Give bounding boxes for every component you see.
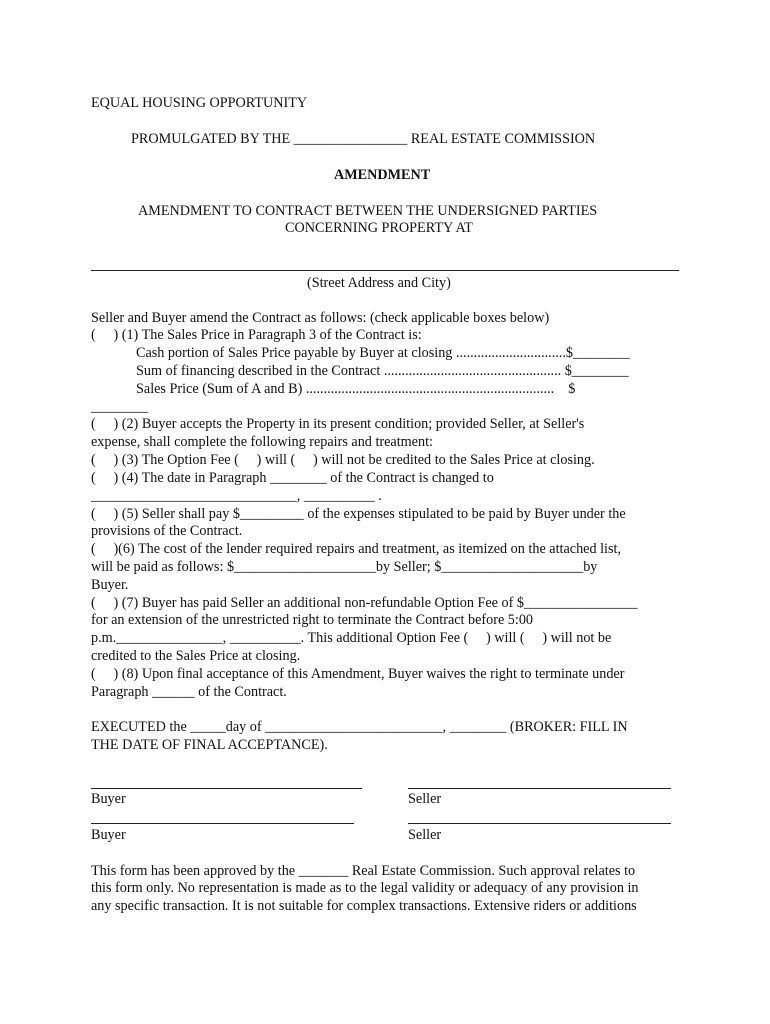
footer-line-1: This form has been approved by the _______ Real Estate Commission. Such approval relates to: [91, 863, 636, 879]
item-7-line-3: p.m._______________, __________. This additional Option Fee ( ) will ( ) will not be: [91, 630, 612, 646]
address-line[interactable]: [91, 270, 679, 271]
document-subtitle-line-1: AMENDMENT TO CONTRACT BETWEEN THE UNDERSIGNED PARTIES: [138, 203, 598, 219]
intro-text: Seller and Buyer amend the Contract as follows: (check applicable boxes below): [91, 310, 550, 326]
item-1-cash-portion: Cash portion of Sales Price payable by Buyer at closing ...............................$________: [136, 345, 630, 361]
item-5-line-1: ( ) (5) Seller shall pay $_________ of the expenses stipulated to be paid by Buyer under the: [91, 506, 626, 522]
seller-2-label: Seller: [408, 827, 442, 843]
footer-line-2: this form only. No representation is made as to the legal validity or adequacy of any provision in: [91, 880, 639, 896]
item-6-line-3: Buyer.: [91, 577, 129, 593]
item-5-line-2: provisions of the Contract.: [91, 523, 243, 539]
executed-line-1: EXECUTED the _____day of _________________________, ________ (BROKER: FILL IN: [91, 719, 628, 735]
footer-line-3: any specific transaction. It is not suitable for complex transactions. Extensive riders or additions: [91, 898, 637, 914]
buyer-2-label: Buyer: [91, 827, 126, 843]
buyer-1-label: Buyer: [91, 791, 126, 807]
item-3-option-fee: ( ) (3) The Option Fee ( ) will ( ) will not be credited to the Sales Price at closing.: [91, 452, 595, 468]
item-2-line-1: ( ) (2) Buyer accepts the Property in its present condition; provided Seller, at Seller's: [91, 416, 585, 432]
item-1-total-blank: ________: [91, 399, 148, 415]
promulgated-line: PROMULGATED BY THE ________________ REAL ESTATE COMMISSION: [131, 131, 596, 147]
seller-2-signature-line[interactable]: [408, 823, 671, 824]
document-subtitle-line-2: CONCERNING PROPERTY AT: [285, 220, 473, 236]
equal-housing-heading: EQUAL HOUSING OPPORTUNITY: [91, 95, 308, 111]
item-7-line-4: credited to the Sales Price at closing.: [91, 648, 301, 664]
item-6-line-1: ( )(6) The cost of the lender required repairs and treatment, as itemized on the attached list,: [91, 541, 621, 557]
item-1-sales-price: ( ) (1) The Sales Price in Paragraph 3 of the Contract is:: [91, 327, 422, 343]
item-4-line-2: _____________________________, __________ .: [91, 488, 382, 504]
seller-1-label: Seller: [408, 791, 442, 807]
item-6-line-2: will be paid as follows: $____________________by Seller; $____________________by: [91, 559, 598, 575]
item-2-line-2: expense, shall complete the following repairs and treatment:: [91, 434, 433, 450]
address-caption: (Street Address and City): [307, 275, 451, 291]
item-4-line-1: ( ) (4) The date in Paragraph ________ of the Contract is changed to: [91, 470, 494, 486]
buyer-1-signature-line[interactable]: [91, 788, 362, 789]
item-8-line-1: ( ) (8) Upon final acceptance of this Amendment, Buyer waives the right to terminate under: [91, 666, 625, 682]
item-1-sales-price-total: Sales Price (Sum of A and B) ...................................................................... $: [136, 381, 576, 397]
item-7-line-1: ( ) (7) Buyer has paid Seller an additional non-refundable Option Fee of $________________: [91, 595, 638, 611]
executed-line-2: THE DATE OF FINAL ACCEPTANCE).: [91, 737, 328, 753]
item-1-financing: Sum of financing described in the Contract .................................................. $________: [136, 363, 629, 379]
document-title: AMENDMENT: [334, 167, 431, 183]
item-7-line-2: for an extension of the unrestricted right to terminate the Contract before 5:00: [91, 612, 534, 628]
buyer-2-signature-line[interactable]: [91, 823, 354, 824]
seller-1-signature-line[interactable]: [408, 788, 671, 789]
item-8-line-2: Paragraph ______ of the Contract.: [91, 684, 287, 700]
